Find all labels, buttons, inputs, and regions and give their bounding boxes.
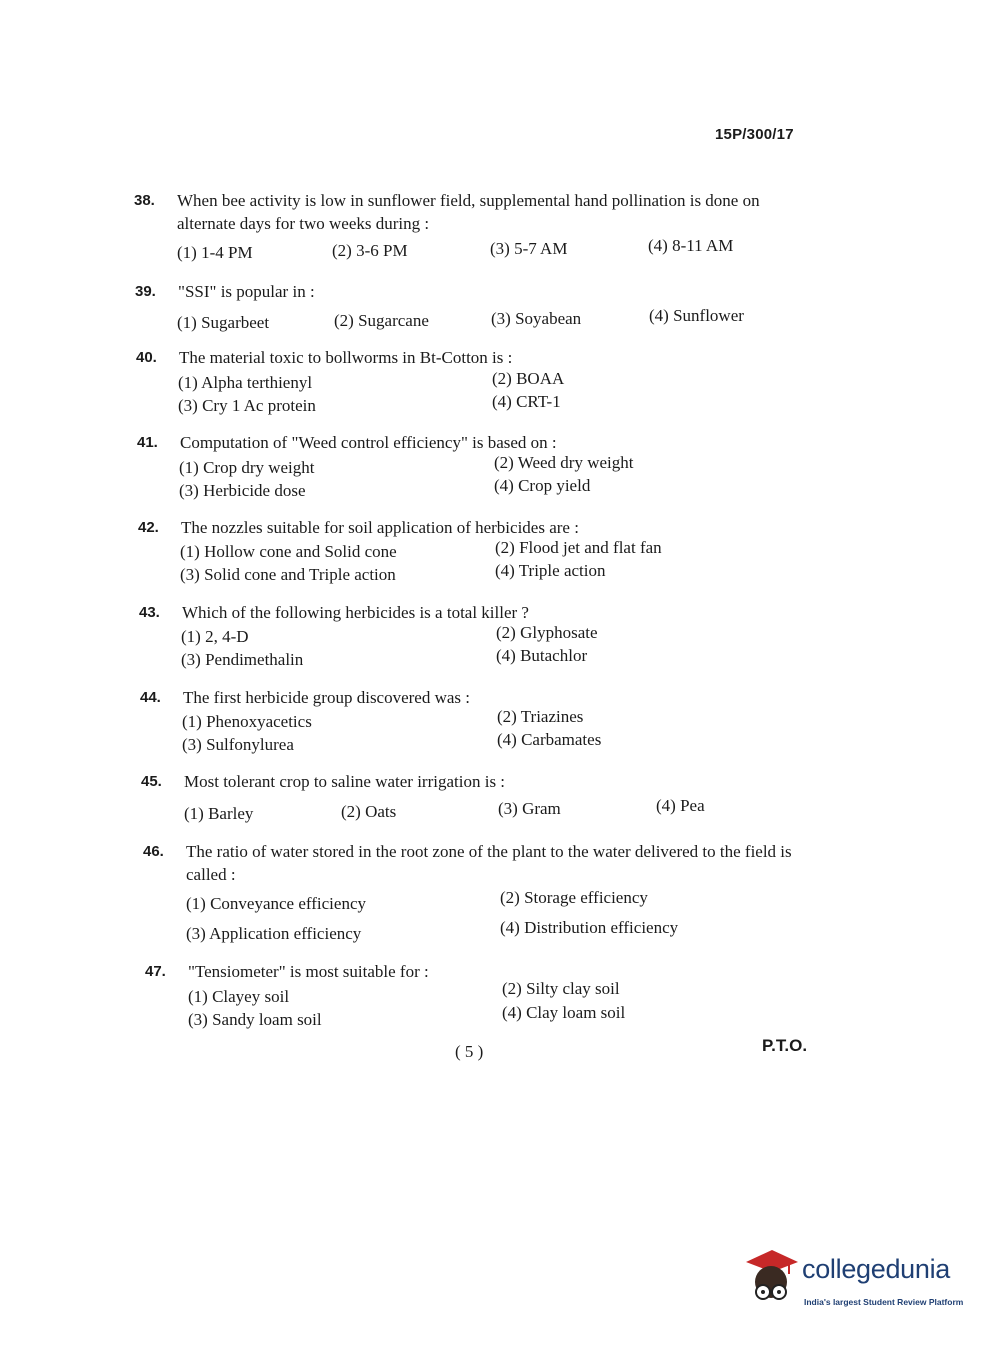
option-3: (3) Gram [498,799,561,818]
option-3: (3) Solid cone and Triple action [180,565,396,584]
option-4: (4) 8-11 AM [648,236,734,255]
option-4: (4) Distribution efficiency [500,918,679,937]
option-3: (3) Application efficiency [186,924,362,943]
question-number: 40. [136,349,157,366]
question-number: 38. [134,192,155,209]
question-stem: Which of the following herbicides is a total killer ? [182,603,529,622]
pto-label: P.T.O. [762,1036,808,1055]
option-1: (1) Hollow cone and Solid cone [180,542,397,561]
question-number: 39. [135,283,156,300]
question-stem: The material toxic to bollworms in Bt-Cotton is : [179,348,513,367]
option-4: (4) Sunflower [649,306,744,325]
paper-code: 15P/300/17 [715,126,794,143]
collegedunia-watermark [742,1248,972,1318]
option-4: (4) CRT-1 [492,392,561,411]
option-3: (3) Soyabean [491,309,582,328]
option-3: (3) Sulfonylurea [182,735,294,754]
option-1: (1) Phenoxyacetics [182,712,312,731]
question-stem: The first herbicide group discovered was : [183,688,471,707]
option-2: (2) 3-6 PM [332,241,408,260]
option-1: (1) 1-4 PM [177,243,253,262]
question-number: 47. [145,963,166,980]
option-2: (2) Silty clay soil [502,979,620,998]
option-4: (4) Carbamates [497,730,602,749]
option-3: (3) Herbicide dose [179,481,306,500]
question-number: 41. [137,434,158,451]
option-3: (3) Sandy loam soil [188,1010,322,1029]
mascot-logo-icon [742,1248,800,1310]
question-stem: Most tolerant crop to saline water irrigation is : [184,772,506,791]
option-4: (4) Triple action [495,561,606,580]
option-1: (1) 2, 4-D [181,627,249,646]
option-3: (3) Pendimethalin [181,650,304,669]
question-number: 45. [141,773,162,790]
option-3: (3) Cry 1 Ac protein [178,396,316,415]
option-2: (2) Triazines [497,707,584,726]
option-1: (1) Alpha terthienyl [178,373,313,392]
option-1: (1) Conveyance efficiency [186,894,366,913]
option-3: (3) 5-7 AM [490,239,568,258]
brand-name: collegedunia [802,1254,951,1284]
question-stem: The ratio of water stored in the root zone of the plant to the water delivered to the field is called : [186,842,792,884]
option-1: (1) Sugarbeet [177,313,270,332]
page-number: ( 5 ) [455,1042,484,1061]
question-stem: When bee activity is low in sunflower field, supplemental hand pollination is done on alternate days for two weeks during : [177,191,760,233]
option-4: (4) Clay loam soil [502,1003,626,1022]
question-number: 42. [138,519,159,536]
question-stem: Computation of "Weed control efficiency" is based on : [180,433,557,452]
question-number: 43. [139,604,160,621]
question-number: 44. [140,689,161,706]
option-1: (1) Clayey soil [188,987,290,1006]
option-4: (4) Pea [656,796,705,815]
option-2: (2) Weed dry weight [494,453,634,472]
option-2: (2) Storage efficiency [500,888,648,907]
question-stem: "SSI" is popular in : [178,282,315,301]
question-stem: The nozzles suitable for soil application of herbicides are : [181,518,579,537]
option-4: (4) Butachlor [496,646,588,665]
question-number: 46. [143,843,164,860]
option-2: (2) Glyphosate [496,623,598,642]
option-2: (2) Sugarcane [334,311,429,330]
option-1: (1) Barley [184,804,254,823]
option-4: (4) Crop yield [494,476,591,495]
question-stem: "Tensiometer" is most suitable for : [188,962,429,981]
option-2: (2) BOAA [492,369,565,388]
option-1: (1) Crop dry weight [179,458,315,477]
option-2: (2) Oats [341,802,397,821]
brand-tagline: India's largest Student Review Platform [804,1297,964,1307]
option-2: (2) Flood jet and flat fan [495,538,662,557]
